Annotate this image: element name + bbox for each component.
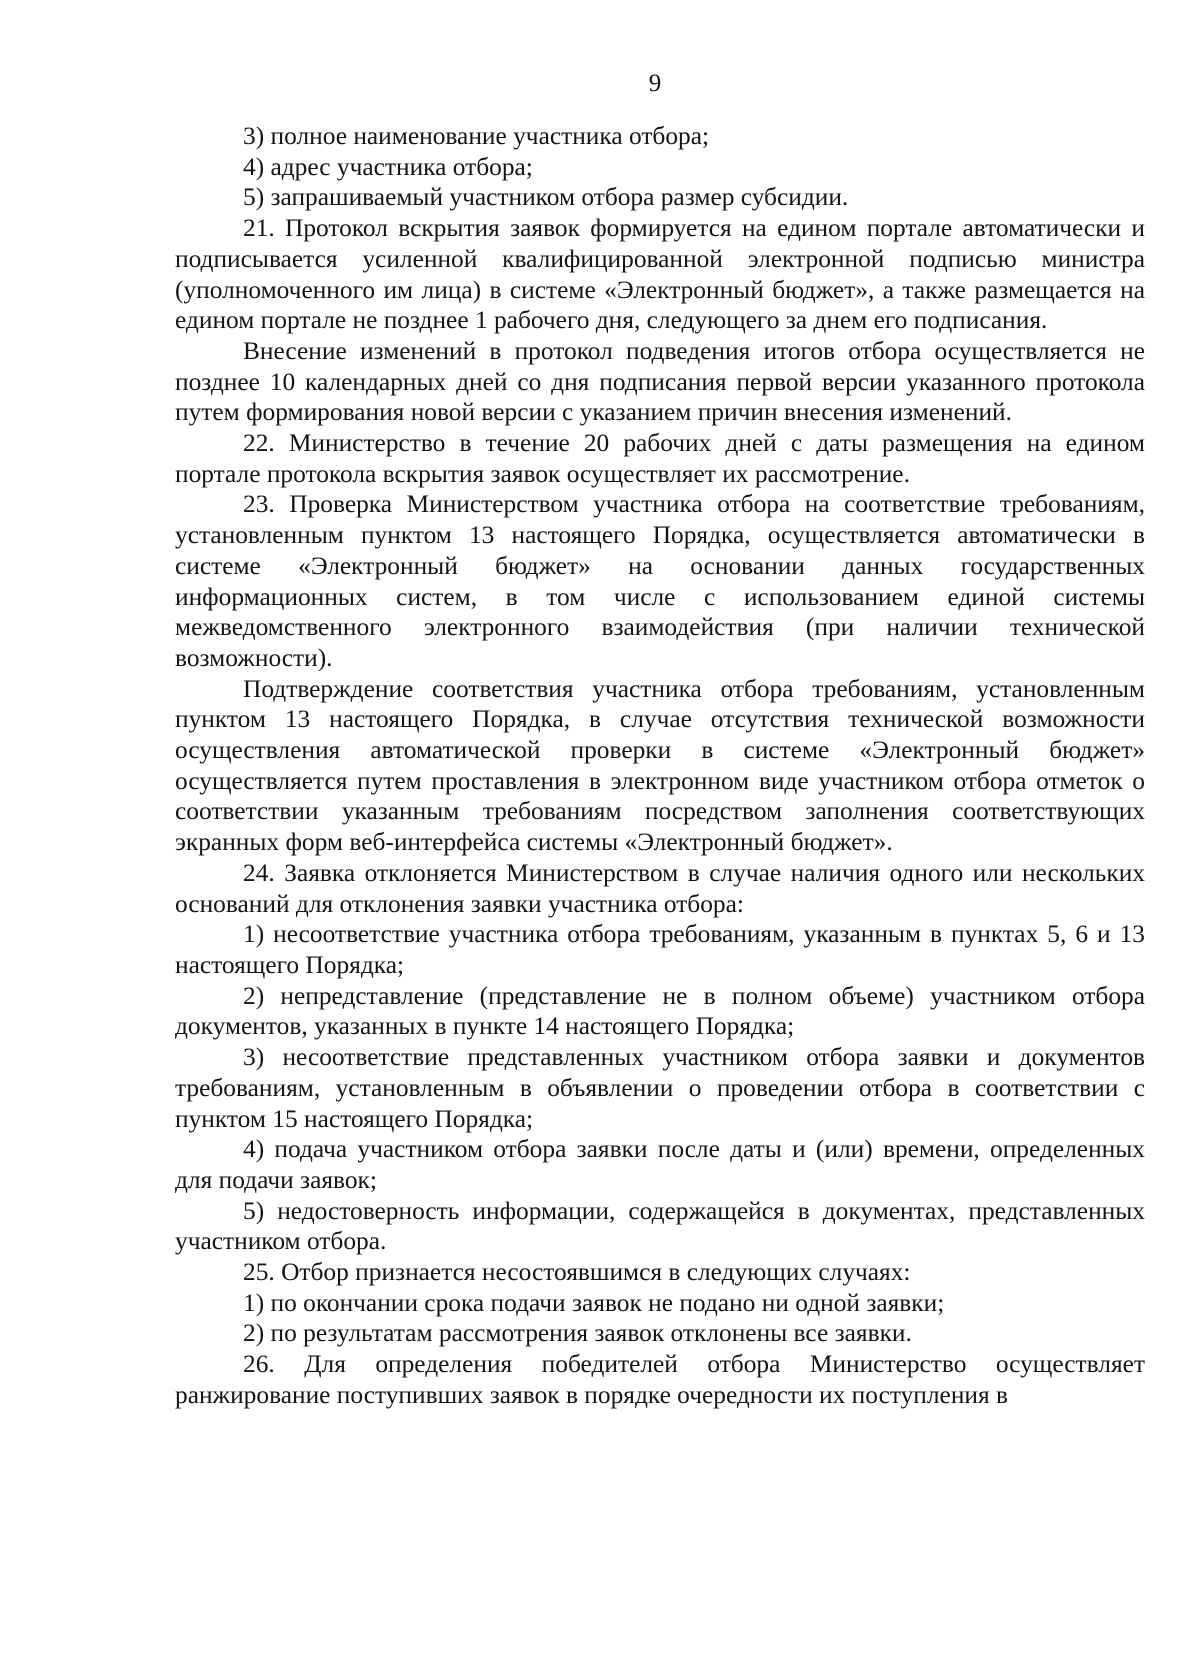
paragraph: Подтверждение соответствия участника отбора требованиям, установленным пунктом 13 настоящего Порядка, в случае отсутствия технической возможности осуществления автоматической проверки в системе «Электронный бюджет» осуществляется путем проставления в электронном виде участником отбора отметок о соответствии указанным требованиям посредством заполнения соответствующих экранных форм веб-интерфейса системы «Электронный бюджет».: [175, 674, 1145, 857]
document-body: [175, 121, 1145, 1411]
paragraph: 22. Министерство в течение 20 рабочих дней с даты размещения на едином портале протокола вскрытия заявок осуществляет их рассмотрение.: [175, 429, 1145, 488]
paragraph: 24. Заявка отклоняется Министерством в случае наличия одного или нескольких оснований для отклонения заявки участника отбора:: [175, 858, 1145, 918]
paragraph: 23. Проверка Министерством участника отбора на соответствие требованиям, установленным пунктом 13 настоящего Порядка, осуществляется автоматически в системе «Электронный бюджет» на основании данных государственных информационных систем, в том числе с использованием единой системы межведомственного электронного взаимодействия (при наличии технической возможности).: [175, 490, 1145, 672]
paragraph: 3) несоответствие представленных участником отбора заявки и документов требованиям, установленным в объявлении о проведении отбора в соответствии с пунктом 15 настоящего Порядка;: [175, 1043, 1145, 1133]
paragraph: 2) непредставление (представление не в полном объеме) участником отбора документов, указанных в пункте 14 настоящего Порядка;: [175, 981, 1145, 1041]
paragraph: 25. Отбор признается несостоявшимся в следующих случаях:: [243, 1258, 911, 1287]
page-number: 9: [648, 70, 662, 97]
paragraph: 3) полное наименование участника отбора;: [243, 122, 710, 150]
paragraph: 26. Для определения победителей отбора Министерство осуществляет ранжирование поступивших заявок в порядке очередности их поступления в: [175, 1350, 1145, 1409]
paragraph: 1) несоответствие участника отбора требованиям, указанным в пунктах 5, 6 и 13 настоящего Порядка;: [175, 920, 1145, 979]
paragraph: Внесение изменений в протокол подведения итогов отбора осуществляется не позднее 10 календарных дней со дня подписания первой версии указанного протокола путем формирования новой версии с указанием причин внесения изменений.: [175, 336, 1145, 427]
paragraph: 2) по результатам рассмотрения заявок отклонены все заявки.: [243, 1319, 912, 1348]
paragraph: 5) недостоверность информации, содержащейся в документах, представленных участником отбора.: [175, 1196, 1145, 1256]
paragraph: 21. Протокол вскрытия заявок формируется на едином портале автоматически и подписывается усиленной квалифицированной электронной подписью министра (уполномоченного им лица) в системе «Электронный бюджет», а также размещается на едином портале не позднее 1 рабочего дня, следующего за днем его подписания.: [175, 214, 1145, 335]
paragraph: 4) подача участником отбора заявки после даты и (или) времени, определенных для подачи заявок;: [175, 1135, 1145, 1194]
paragraph: 1) по окончании срока подачи заявок не подано ни одной заявки;: [243, 1288, 945, 1317]
paragraph: 4) адрес участника отбора;: [243, 152, 533, 181]
paragraph: 5) запрашиваемый участником отбора размер субсидии.: [243, 183, 849, 212]
